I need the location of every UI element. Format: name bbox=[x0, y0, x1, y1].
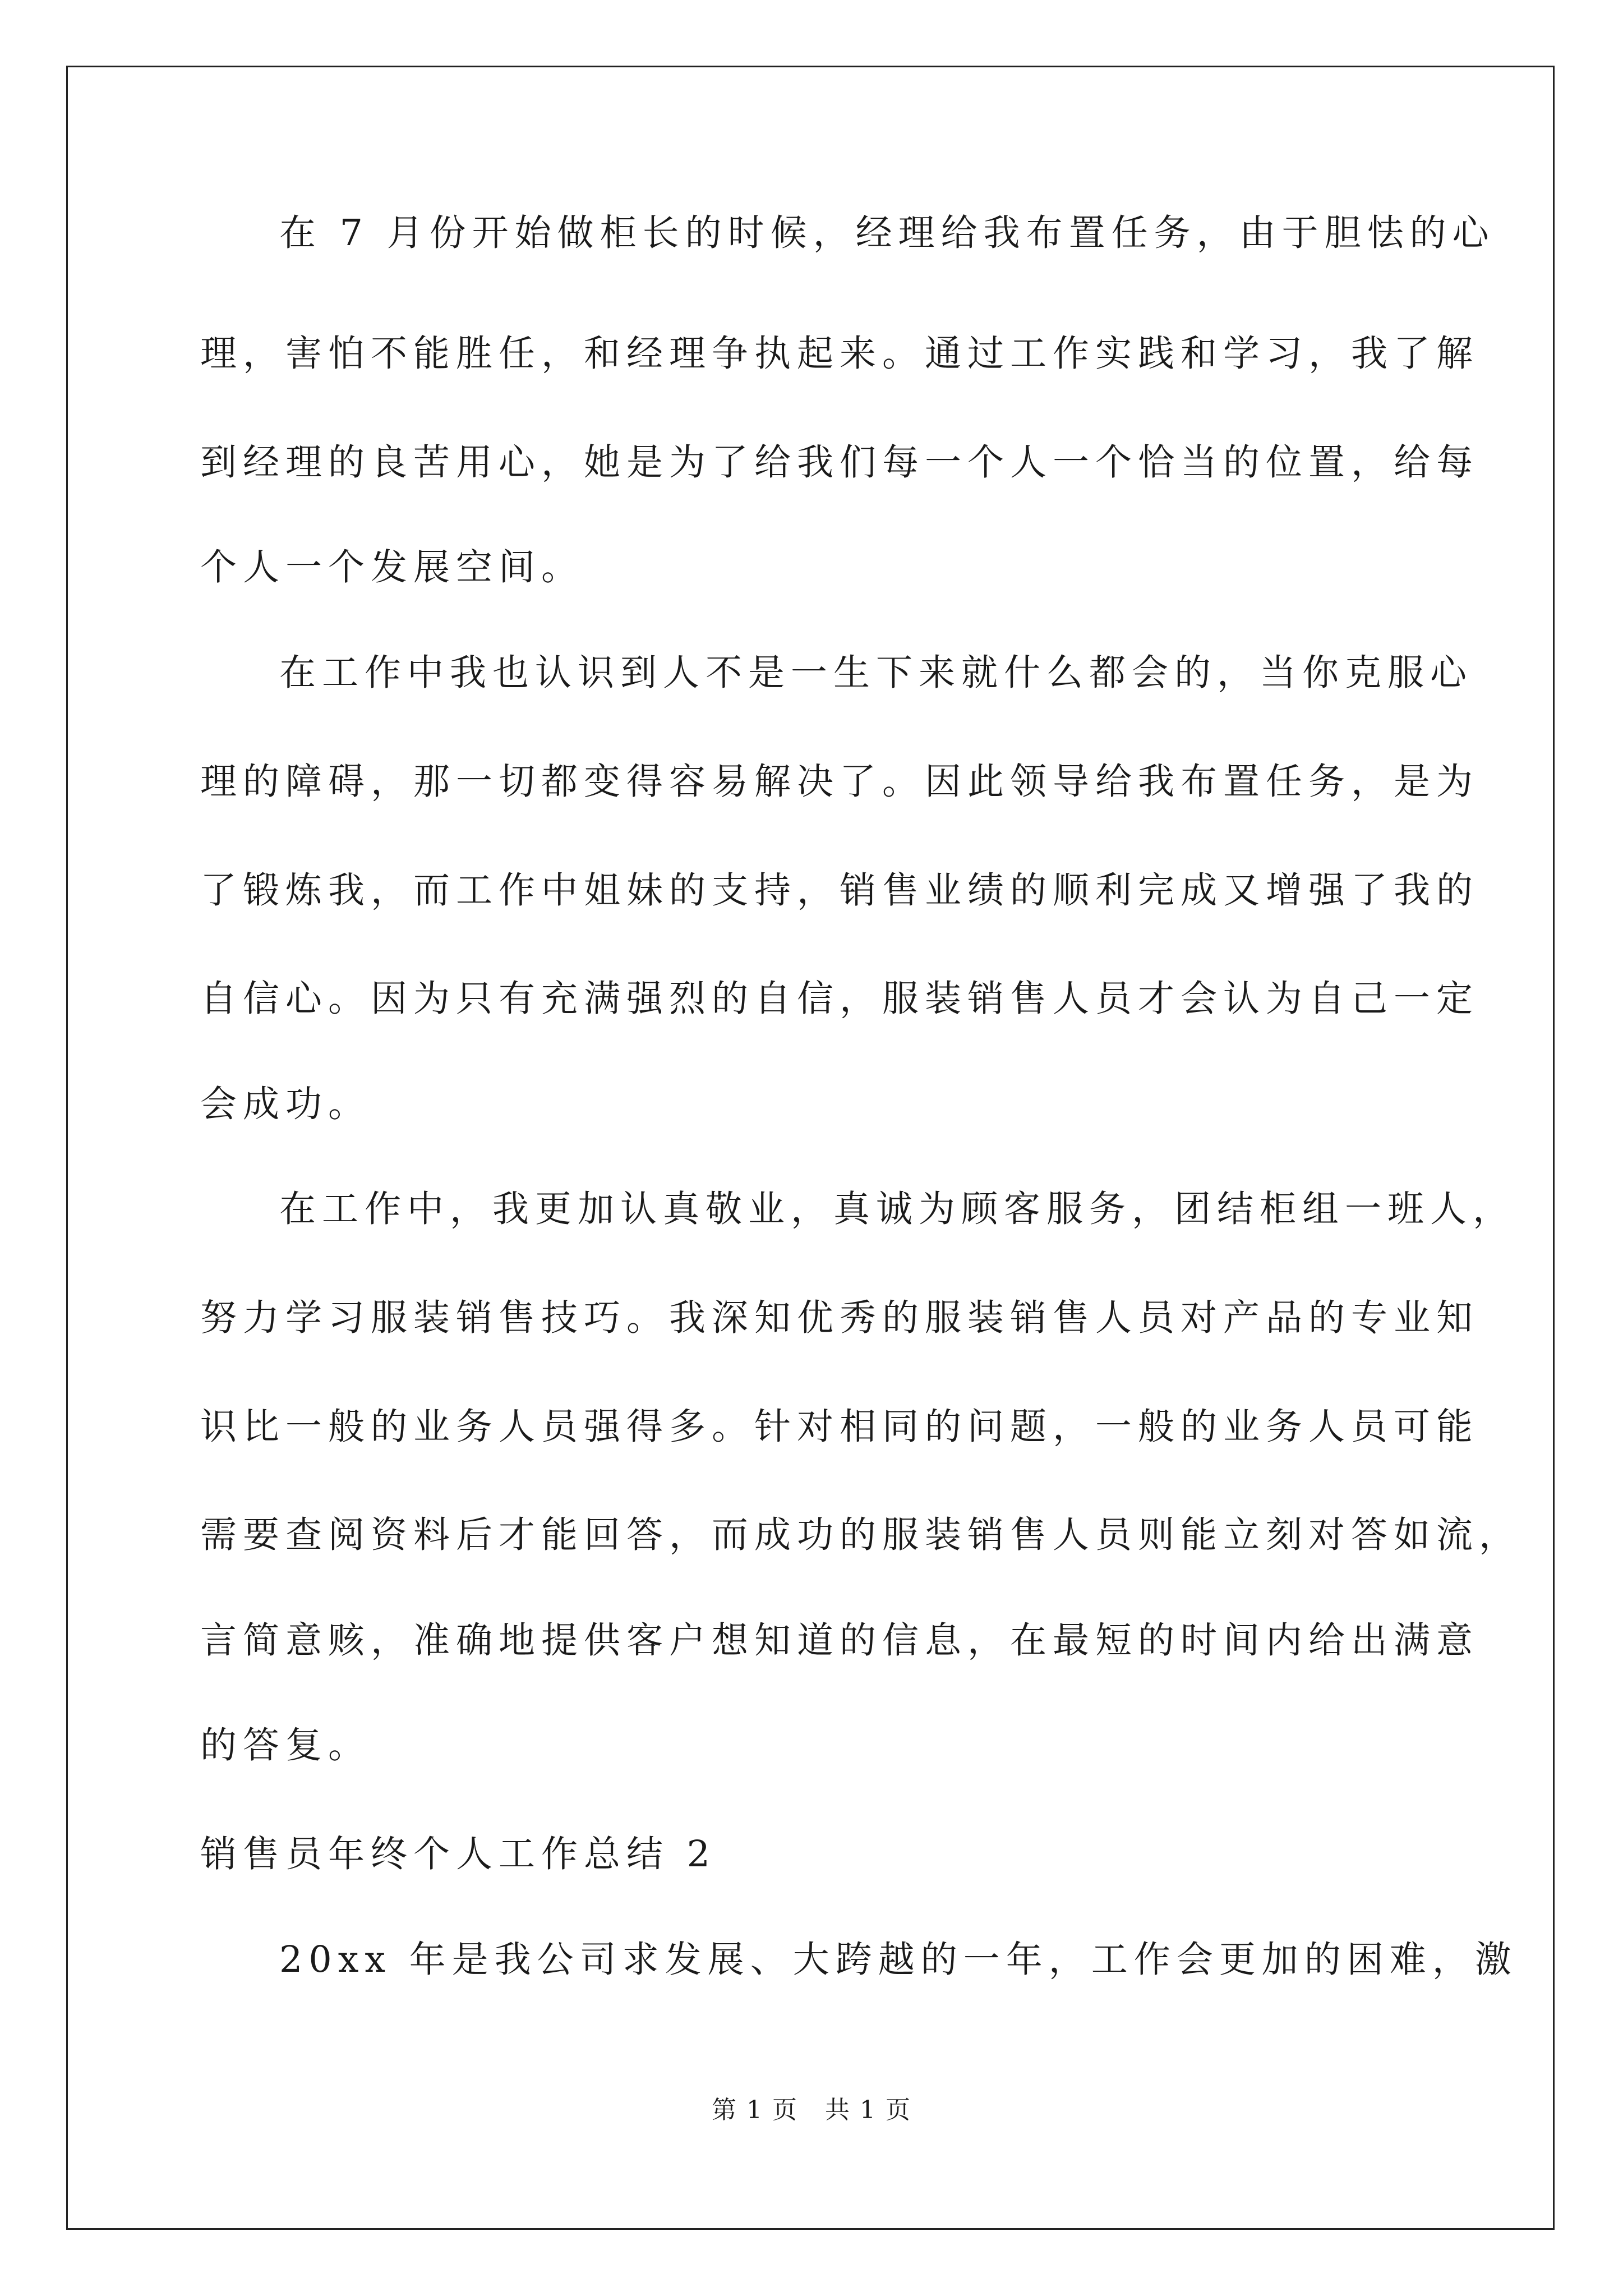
paragraph-2-line-4: 自信心。因为只有充满强烈的自信，服装销售人员才会认为自己一定 bbox=[200, 978, 1479, 1020]
paragraph-3-line-1: 在工作中，我更加认真敬业，真诚为顾客服务，团结柜组一班人， bbox=[279, 1188, 1516, 1230]
paragraph-2-line-3: 了锻炼我，而工作中姐妹的支持，销售业绩的顺利完成又增强了我的 bbox=[200, 869, 1479, 912]
paragraph-2-line-1: 在工作中我也认识到人不是一生下来就什么都会的，当你克服心 bbox=[279, 652, 1473, 694]
paragraph-3-line-2: 努力学习服装销售技巧。我深知优秀的服装销售人员对产品的专业知 bbox=[200, 1297, 1479, 1339]
paragraph-1-line-2: 理，害怕不能胜任，和经理争执起来。通过工作实践和学习，我了解 bbox=[200, 333, 1479, 375]
paragraph-3-line-6: 的答复。 bbox=[200, 1724, 371, 1766]
paragraph-2-line-5: 会成功。 bbox=[200, 1083, 371, 1125]
paragraph-3-line-5: 言简意赅，准确地提供客户想知道的信息，在最短的时间内给出满意 bbox=[200, 1619, 1479, 1662]
paragraph-1-line-4: 个人一个发展空间。 bbox=[200, 546, 584, 588]
paragraph-3-line-3: 识比一般的业务人员强得多。针对相同的问题，一般的业务人员可能 bbox=[200, 1406, 1479, 1448]
paragraph-4-line-1: 20xx 年是我公司求发展、大跨越的一年，工作会更加的困难，激 bbox=[279, 1939, 1518, 1981]
paragraph-1-line-1: 在 7 月份开始做柜长的时候，经理给我布置任务，由于胆怯的心 bbox=[279, 212, 1495, 254]
paragraph-3-line-4: 需要查阅资料后才能回答，而成功的服装销售人员则能立刻对答如流， bbox=[200, 1514, 1522, 1556]
section-heading: 销售员年终个人工作总结 2 bbox=[200, 1833, 717, 1875]
page-border bbox=[66, 66, 1555, 2230]
page-footer: 第 1 页 共 1 页 bbox=[712, 2096, 911, 2124]
paragraph-2-line-2: 理的障碍，那一切都变得容易解决了。因此领导给我布置任务，是为 bbox=[200, 761, 1479, 803]
paragraph-1-line-3: 到经理的良苦用心，她是为了给我们每一个人一个恰当的位置，给每 bbox=[200, 441, 1479, 484]
